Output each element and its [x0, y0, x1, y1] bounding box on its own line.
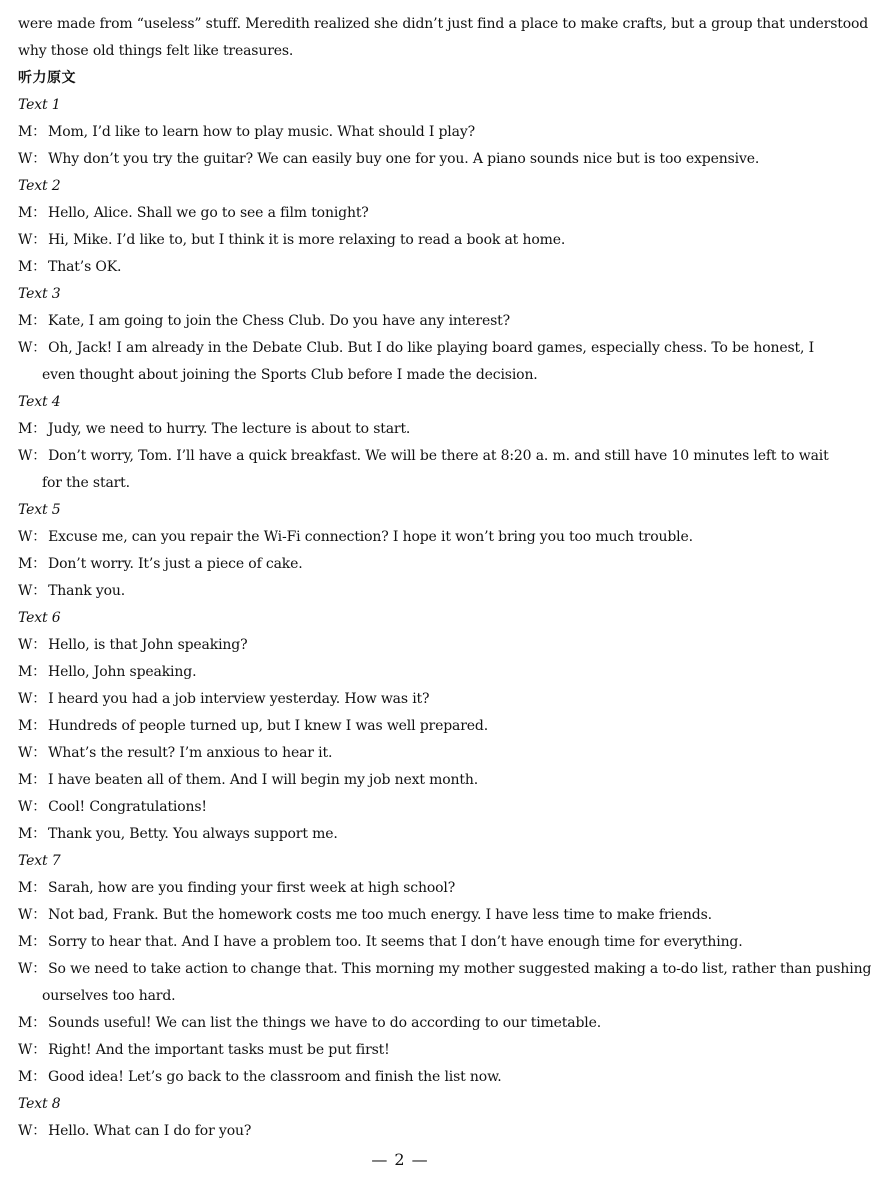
dialogue-line: [18, 254, 786, 281]
dialogue-line: [18, 821, 786, 848]
dialogue-line: [18, 416, 786, 443]
speaker-label: M：: [18, 556, 47, 572]
dialogue-line: [18, 632, 786, 659]
dialogue-line: [18, 443, 829, 470]
utterance: Right! And the important tasks must be put first!: [48, 1042, 390, 1058]
utterance: Sounds useful! We can list the things we have to do according to our timetable.: [48, 1015, 602, 1031]
speaker-label: W：: [18, 529, 47, 545]
speaker-label: W：: [18, 340, 47, 356]
dialogue-line: [18, 659, 786, 686]
speaker-label: M：: [18, 124, 47, 140]
utterance: Don’t worry. It’s just a piece of cake.: [48, 556, 303, 572]
utterance: What’s the result? I’m anxious to hear it.: [48, 745, 333, 761]
utterance: Hello, is that John speaking?: [48, 637, 248, 653]
utterance: Don’t worry, Tom. I’ll have a quick breakfast. We will be there at 8:20 a. m. and still have 10 minutes left to wait: [48, 448, 829, 464]
speaker-label: W：: [18, 637, 47, 653]
speaker-label: M：: [18, 664, 47, 680]
utterance: Thank you.: [48, 583, 126, 599]
speaker-label: M：: [18, 1015, 47, 1031]
dialogue-continuation: for the start.: [42, 475, 130, 491]
speaker-label: W：: [18, 691, 47, 707]
page-body: [18, 11, 871, 1145]
dialogue-line: [18, 1118, 786, 1145]
utterance: That’s OK.: [48, 259, 122, 275]
utterance: I heard you had a job interview yesterday. How was it?: [48, 691, 430, 707]
page-number: — 2 —: [371, 1150, 429, 1169]
speaker-label: W：: [18, 907, 47, 923]
speaker-label: M：: [18, 772, 47, 788]
speaker-label: M：: [18, 205, 47, 221]
dialogue-line: [18, 875, 786, 902]
dialogue-line: [18, 578, 786, 605]
dialogue-continuation: even thought about joining the Sports Club before I made the decision.: [42, 367, 538, 383]
story-line: were made from “useless” stuff. Meredith realized she didn’t just find a place to make crafts, but a group that understood: [18, 16, 869, 32]
utterance: Hello, John speaking.: [48, 664, 197, 680]
text-label: Text 2: [18, 178, 61, 194]
dialogue-line: [18, 1010, 786, 1037]
speaker-label: M：: [18, 259, 47, 275]
dialogue-line: [18, 200, 786, 227]
speaker-label: W：: [18, 1123, 47, 1139]
utterance: Judy, we need to hurry. The lecture is about to start.: [48, 421, 411, 437]
text-label: Text 6: [18, 610, 61, 626]
dialogue-line: [18, 146, 786, 173]
utterance: I have beaten all of them. And I will begin my job next month.: [48, 772, 479, 788]
utterance: Cool! Congratulations!: [48, 799, 207, 815]
dialogue-line: [18, 767, 786, 794]
speaker-label: W：: [18, 799, 47, 815]
dialogue-line: [18, 524, 786, 551]
speaker-label: W：: [18, 961, 47, 977]
utterance: Why don’t you try the guitar? We can easily buy one for you. A piano sounds nice but is too expensive.: [48, 151, 760, 167]
dialogue-line: [18, 551, 786, 578]
dialogue-line: [18, 1037, 786, 1064]
utterance: Good idea! Let’s go back to the classroom and finish the list now.: [48, 1069, 502, 1085]
speaker-label: M：: [18, 826, 47, 842]
text-label: Text 3: [18, 286, 61, 302]
text-label: Text 1: [18, 97, 61, 113]
utterance: Hello. What can I do for you?: [48, 1123, 252, 1139]
dialogue-line: [18, 308, 786, 335]
text-label: Text 4: [18, 394, 61, 410]
dialogue-line: [18, 902, 786, 929]
dialogue-line: [18, 956, 871, 983]
dialogue-line: [18, 713, 786, 740]
dialogue-continuation: ourselves too hard.: [42, 988, 176, 1004]
dialogue-line: [18, 227, 786, 254]
speaker-label: M：: [18, 421, 47, 437]
dialogue-line: [18, 686, 786, 713]
speaker-label: W：: [18, 448, 47, 464]
utterance: Kate, I am going to join the Chess Club. Do you have any interest?: [48, 313, 510, 329]
utterance: Not bad, Frank. But the homework costs me too much energy. I have less time to make friends.: [48, 907, 712, 923]
utterance: Hundreds of people turned up, but I knew I was well prepared.: [48, 718, 489, 734]
dialogue-line: [18, 794, 786, 821]
utterance: Hi, Mike. I’d like to, but I think it is more relaxing to read a book at home.: [48, 232, 566, 248]
speaker-label: M：: [18, 1069, 47, 1085]
utterance: So we need to take action to change that. This morning my mother suggested making a to-do list, rather than pushing: [48, 961, 871, 977]
dialogue-line: [18, 740, 786, 767]
utterance: Thank you, Betty. You always support me.: [48, 826, 338, 842]
speaker-label: W：: [18, 151, 47, 167]
utterance: Sarah, how are you finding your first week at high school?: [48, 880, 456, 896]
speaker-label: W：: [18, 1042, 47, 1058]
utterance: Excuse me, can you repair the Wi-Fi connection? I hope it won’t bring you too much trouble.: [48, 529, 693, 545]
utterance: Sorry to hear that. And I have a problem too. It seems that I don’t have enough time for everything.: [48, 934, 743, 950]
transcript-heading: 听力原文: [18, 70, 76, 86]
speaker-label: W：: [18, 232, 47, 248]
speaker-label: W：: [18, 745, 47, 761]
text-label: Text 8: [18, 1096, 61, 1112]
speaker-label: M：: [18, 934, 47, 950]
dialogue-line: [18, 335, 814, 362]
utterance: Hello, Alice. Shall we go to see a film tonight?: [48, 205, 369, 221]
speaker-label: M：: [18, 880, 47, 896]
text-label: Text 5: [18, 502, 61, 518]
dialogue-line: [18, 1064, 786, 1091]
utterance: Mom, I’d like to learn how to play music. What should I play?: [48, 124, 475, 140]
dialogue-line: [18, 929, 786, 956]
utterance: Oh, Jack! I am already in the Debate Club. But I do like playing board games, especially chess. To be honest, I: [48, 340, 814, 356]
dialogue-line: [18, 119, 786, 146]
speaker-label: M：: [18, 313, 47, 329]
story-line: why those old things felt like treasures.: [18, 43, 294, 59]
speaker-label: M：: [18, 718, 47, 734]
text-label: Text 7: [18, 853, 61, 869]
speaker-label: W：: [18, 583, 47, 599]
